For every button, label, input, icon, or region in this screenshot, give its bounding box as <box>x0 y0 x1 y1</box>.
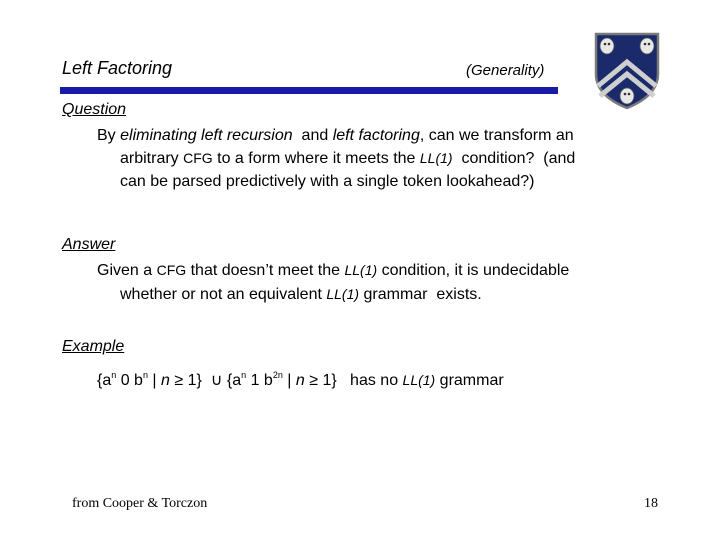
slide-title: Left Factoring <box>62 58 173 78</box>
slide-subtitle: (Generality) <box>466 62 545 79</box>
example-formula: {$a^n$ 0 $b^n$ | n ≥ 1} ∪ {$a^n$ 1 $b^{2n}$ | n ≥ 1} has no LL(1) grammar <box>97 369 504 389</box>
answer-line-2: whether or not an equivalent LL(1) grammar exists. <box>120 286 482 303</box>
answer-heading: Answer <box>62 236 116 253</box>
rice-owl-shield-icon <box>592 30 662 110</box>
example-heading: Example <box>62 338 125 355</box>
question-line-1: By eliminating left recursion and left factoring, can we transform an <box>97 127 574 144</box>
question-line-2: arbitrary CFG to a form where it meets the LL(1) condition? (and <box>120 150 576 167</box>
answer-line-1: Given a CFG that doesn’t meet the LL(1) condition, it is undecidable <box>97 262 570 279</box>
question-heading: Question <box>62 101 127 118</box>
footer-credit: from Cooper & Torczon <box>72 496 208 511</box>
question-line-3: can be parsed predictively with a single token lookahead?) <box>120 173 535 190</box>
page-number: 18 <box>644 496 658 511</box>
title-underline-bar <box>60 87 558 94</box>
